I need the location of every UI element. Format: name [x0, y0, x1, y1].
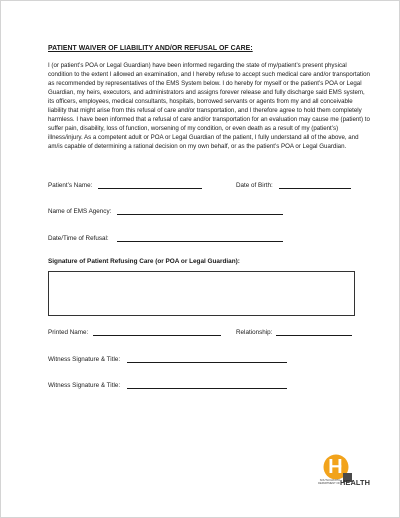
- printed-name-field[interactable]: [93, 335, 221, 336]
- date-of-birth-label: Date of Birth:: [236, 182, 273, 189]
- ems-agency-field[interactable]: [117, 214, 283, 215]
- signature-box[interactable]: [48, 271, 355, 316]
- patient-name-label: Patient’s Name:: [48, 182, 93, 189]
- ems-agency-label: Name of EMS Agency:: [48, 208, 112, 215]
- logo-wordmark: HEALTH: [340, 478, 371, 487]
- date-of-birth-field[interactable]: [279, 188, 351, 189]
- witness-2-label: Witness Signature & Title:: [48, 382, 121, 389]
- signature-heading: Signature of Patient Refusing Care (or POA or Legal Guardian):: [48, 258, 240, 265]
- witness-1-label: Witness Signature & Title:: [48, 356, 121, 363]
- relationship-label: Relationship:: [236, 329, 273, 336]
- witness-1-field[interactable]: [127, 362, 287, 363]
- relationship-field[interactable]: [276, 335, 352, 336]
- witness-2-field[interactable]: [127, 388, 287, 389]
- logo-subtitle: [316, 479, 340, 485]
- waiver-paragraph: I (or patient’s POA or Legal Guardian) have been informed regarding the state of my/patient’s present physical condition to the extent I allowed an examination, and I hereby refuse to accept such medical care and/or transportation as recommended by representatives of the EMS System below. I do hereby for myself or the patient’s POA or Legal Guardian, my heirs, executors, and administrators and assigns forever release and fully discharge said EMS system, its officers, employees, medical consultants, hospitals, borrowed servants or agents from my and all conceivable liability that might arise from this refusal of care and/or transportation, and I therefore agree to hold them completely harmless. I have been informed that a refusal of care and/or transportation for an evaluation may cause me (patient) to suffer pain, disability, loss of function, worsening of my condition, or even death as a result of my (patient’s) illness/injury. As a competent adult or POA or Legal Guardian of the patient, I fully understand all of the above, and am/is capable of determining a rational decision on my own behalf, or as the patient’s POA or Legal Guardian.: [48, 62, 370, 151]
- form-title: PATIENT WAIVER OF LIABILITY AND/OR REFUSAL OF CARE:: [48, 45, 253, 52]
- logo-line-2: DEPARTMENT OF: [318, 482, 340, 485]
- refusal-datetime-field[interactable]: [117, 241, 283, 242]
- printed-name-label: Printed Name:: [48, 329, 89, 336]
- logo-line-1: SOUTH DAKOTA: [319, 479, 340, 482]
- patient-name-field[interactable]: [98, 188, 202, 189]
- refusal-datetime-label: Date/Time of Refusal:: [48, 235, 109, 242]
